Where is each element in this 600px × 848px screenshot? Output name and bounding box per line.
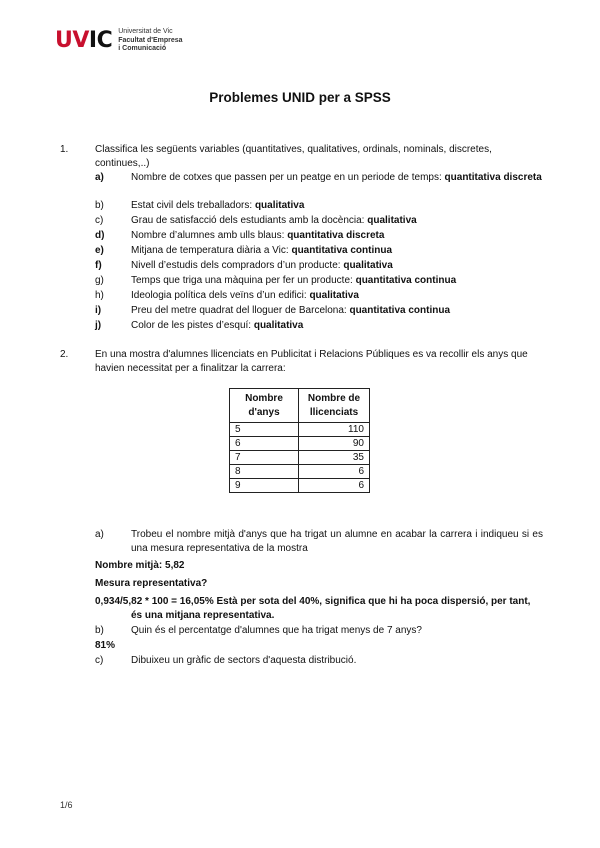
q2c-label: c) [95, 655, 104, 666]
q1-item-label: i) [95, 305, 102, 316]
q1-item-label: c) [95, 215, 104, 226]
q1-number: 1. [60, 144, 69, 155]
table-row [230, 479, 370, 493]
page-number: 1/6 [60, 800, 73, 810]
q1-item-answer: quantitativa continua [349, 305, 451, 316]
q1-item [95, 229, 545, 243]
q1-item-answer: qualitativa [343, 260, 393, 271]
q1-item-text [131, 274, 545, 288]
q1-item-text [131, 304, 545, 318]
q1-item-label: a) [95, 172, 104, 183]
institution-name: Universitat de Vic Facultat d'Empresa i Comunicació [118, 28, 183, 52]
q1-item-label: h) [95, 290, 104, 301]
q1-item-label: e) [95, 245, 104, 256]
q2a-answer-rep: 0,934/5,82 * 100 = 16,05% Està per sota del 40%, significa que hi ha poca dispersió, per tant, és una mitjana representativa. [95, 596, 531, 622]
q1-intro: Classifica les següents variables (quantitatives, qualitatives, ordinals, nominals, discretes, continues,..) [95, 144, 492, 170]
q1-item-question: Nombre d’alumnes amb ulls blaus: [131, 230, 288, 241]
q1-item-question: Color de les pistes d’esquí: [131, 320, 254, 331]
q2b-answer: 81% [95, 640, 116, 651]
q1-item-answer: quantitativa continua [355, 275, 457, 286]
q1-item-text [131, 289, 545, 303]
q1-item [95, 319, 545, 333]
q1-item-question: Ideologia política dels veïns d’un edifici: [131, 290, 310, 301]
q1-item-answer: qualitativa [367, 215, 417, 226]
q2b-label: b) [95, 625, 104, 636]
q1-item [95, 244, 545, 258]
cell-years: 9 [230, 479, 299, 493]
table-header-years: Nombre d'anys [230, 389, 299, 423]
cell-years: 6 [230, 437, 299, 451]
q2a-answer-mean: Nombre mitjà: 5,82 [95, 560, 185, 571]
q1-item-question: Temps que triga una màquina per fer un producte: [131, 275, 356, 286]
q1-item [95, 199, 545, 213]
q1-item-answer: qualitativa [254, 200, 305, 211]
q1-item-question: Grau de satisfacció dels estudiants amb la docència: [131, 215, 368, 226]
q1-item-text [131, 171, 545, 185]
q2a-text: Trobeu el nombre mitjà d'anys que ha trigat un alumne en acabar la carrera i indiqueu si es una mesura representativa de la mostra [131, 529, 543, 555]
table-row [230, 465, 370, 479]
q1-item [95, 259, 545, 273]
q1-item-question: Mitjana de temperatura diària a Vic: [131, 245, 292, 256]
q1-item-answer: quantitativa discreta [444, 172, 542, 183]
cell-years: 5 [230, 423, 299, 437]
q1-item-answer: quantitativa discreta [287, 230, 385, 241]
q1-item-label: g) [95, 275, 104, 286]
q1-item-text [131, 214, 545, 228]
q2a-label: a) [95, 529, 104, 540]
q1-item-label: d) [95, 230, 105, 241]
q2c-text: Dibuixeu un gràfic de sectors d'aquesta distribució. [131, 655, 357, 666]
q1-item [95, 171, 545, 185]
cell-years: 8 [230, 465, 299, 479]
q1-item [95, 274, 545, 288]
table-row [230, 451, 370, 465]
q1-item-answer: quantitativa continua [291, 245, 393, 256]
q1-item-label: b) [95, 200, 104, 211]
q1-item-text [131, 199, 545, 213]
q1-item [95, 289, 545, 303]
q1-item [95, 214, 545, 228]
cell-graduates: 110 [299, 423, 370, 437]
q2b-text: Quin és el percentatge d'alumnes que ha trigat menys de 7 anys? [131, 625, 422, 636]
page-title: Problemes UNID per a SPSS [209, 90, 391, 105]
q1-item-question: Nombre de cotxes que passen per un peatge en un periode de temps: [131, 172, 445, 183]
cell-graduates: 6 [299, 465, 370, 479]
q1-item-answer: qualitativa [309, 290, 359, 301]
q2a-answer-rep-question: Mesura representativa? [95, 578, 208, 589]
q1-item-text [131, 229, 545, 243]
q1-item-text [131, 319, 545, 333]
q2-number: 2. [60, 349, 69, 360]
table-row [230, 423, 370, 437]
university-logo [55, 28, 183, 54]
uvic-logo-mark: UVIC [55, 27, 113, 53]
q2-intro: En una mostra d'alumnes llicenciats en Publicitat i Relacions Públiques es va recollir els anys que havien necessitat per a finalitzar la carrera: [95, 349, 528, 375]
q1-item-label: f) [95, 260, 102, 271]
q1-item [95, 304, 545, 318]
cell-graduates: 6 [299, 479, 370, 493]
cell-graduates: 90 [299, 437, 370, 451]
cell-years: 7 [230, 451, 299, 465]
cell-graduates: 35 [299, 451, 370, 465]
q1-item-text [131, 244, 545, 258]
q1-item-answer: qualitativa [253, 320, 304, 331]
q1-item-question: Preu del metre quadrat del lloguer de Barcelona: [131, 305, 350, 316]
table-header-graduates: Nombre de llicenciats [299, 389, 370, 423]
q1-item-question: Nivell d’estudis dels compradors d’un producte: [131, 260, 344, 271]
q1-item-question: Estat civil dels treballadors: [131, 200, 255, 211]
q1-item-label: j) [95, 320, 102, 331]
table-row [230, 437, 370, 451]
q1-item-text [131, 259, 545, 273]
years-table [229, 388, 370, 493]
